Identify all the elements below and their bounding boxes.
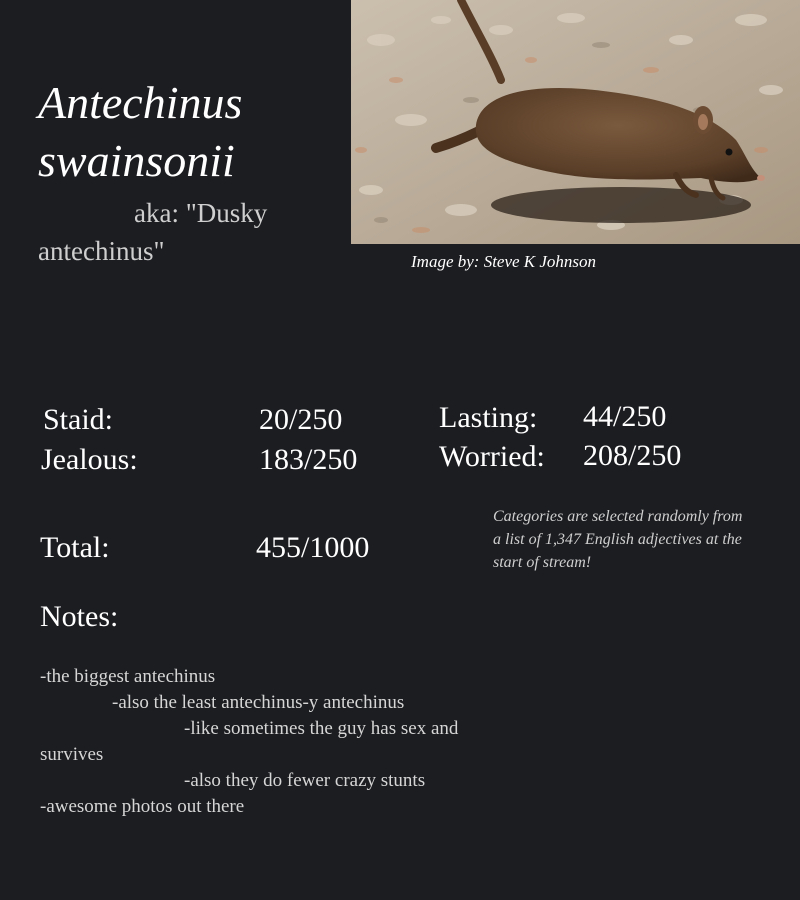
score-label-staid: Staid:: [43, 403, 114, 436]
note-line: -also the least antechinus-y antechinus: [112, 692, 405, 713]
common-name: aka: "Dusky antechinus": [38, 198, 268, 266]
score-value-worried: 208/250: [583, 439, 682, 472]
species-name-epithet: swainsonii: [38, 135, 235, 186]
note-line: -also they do fewer crazy stunts: [184, 770, 426, 791]
note-line: -the biggest antechinus: [40, 666, 216, 687]
species-name: [38, 74, 338, 190]
antechinus-photo: [351, 0, 800, 244]
categories-note: Categories are selected randomly from a list of 1,347 English adjectives at the start of stream!: [493, 508, 743, 571]
notes-list: [40, 664, 510, 820]
note-line: -like sometimes the guy has sex and survives: [40, 718, 459, 765]
score-label-lasting: Lasting:: [439, 401, 538, 434]
total-label: Total:: [40, 531, 110, 564]
score-label-jealous: Jealous:: [41, 443, 138, 476]
note-line: -awesome photos out there: [40, 796, 245, 817]
score-value-lasting: 44/250: [583, 400, 667, 433]
notes-heading: Notes:: [40, 600, 119, 633]
total-value: 455/1000: [256, 531, 370, 564]
score-label-worried: Worried:: [439, 440, 545, 473]
photo-credit: Image by: Steve K Johnson: [411, 252, 597, 271]
score-value-jealous: 183/250: [259, 443, 358, 476]
species-name-genus: Antechinus: [38, 77, 243, 128]
score-value-staid: 20/250: [259, 403, 343, 436]
